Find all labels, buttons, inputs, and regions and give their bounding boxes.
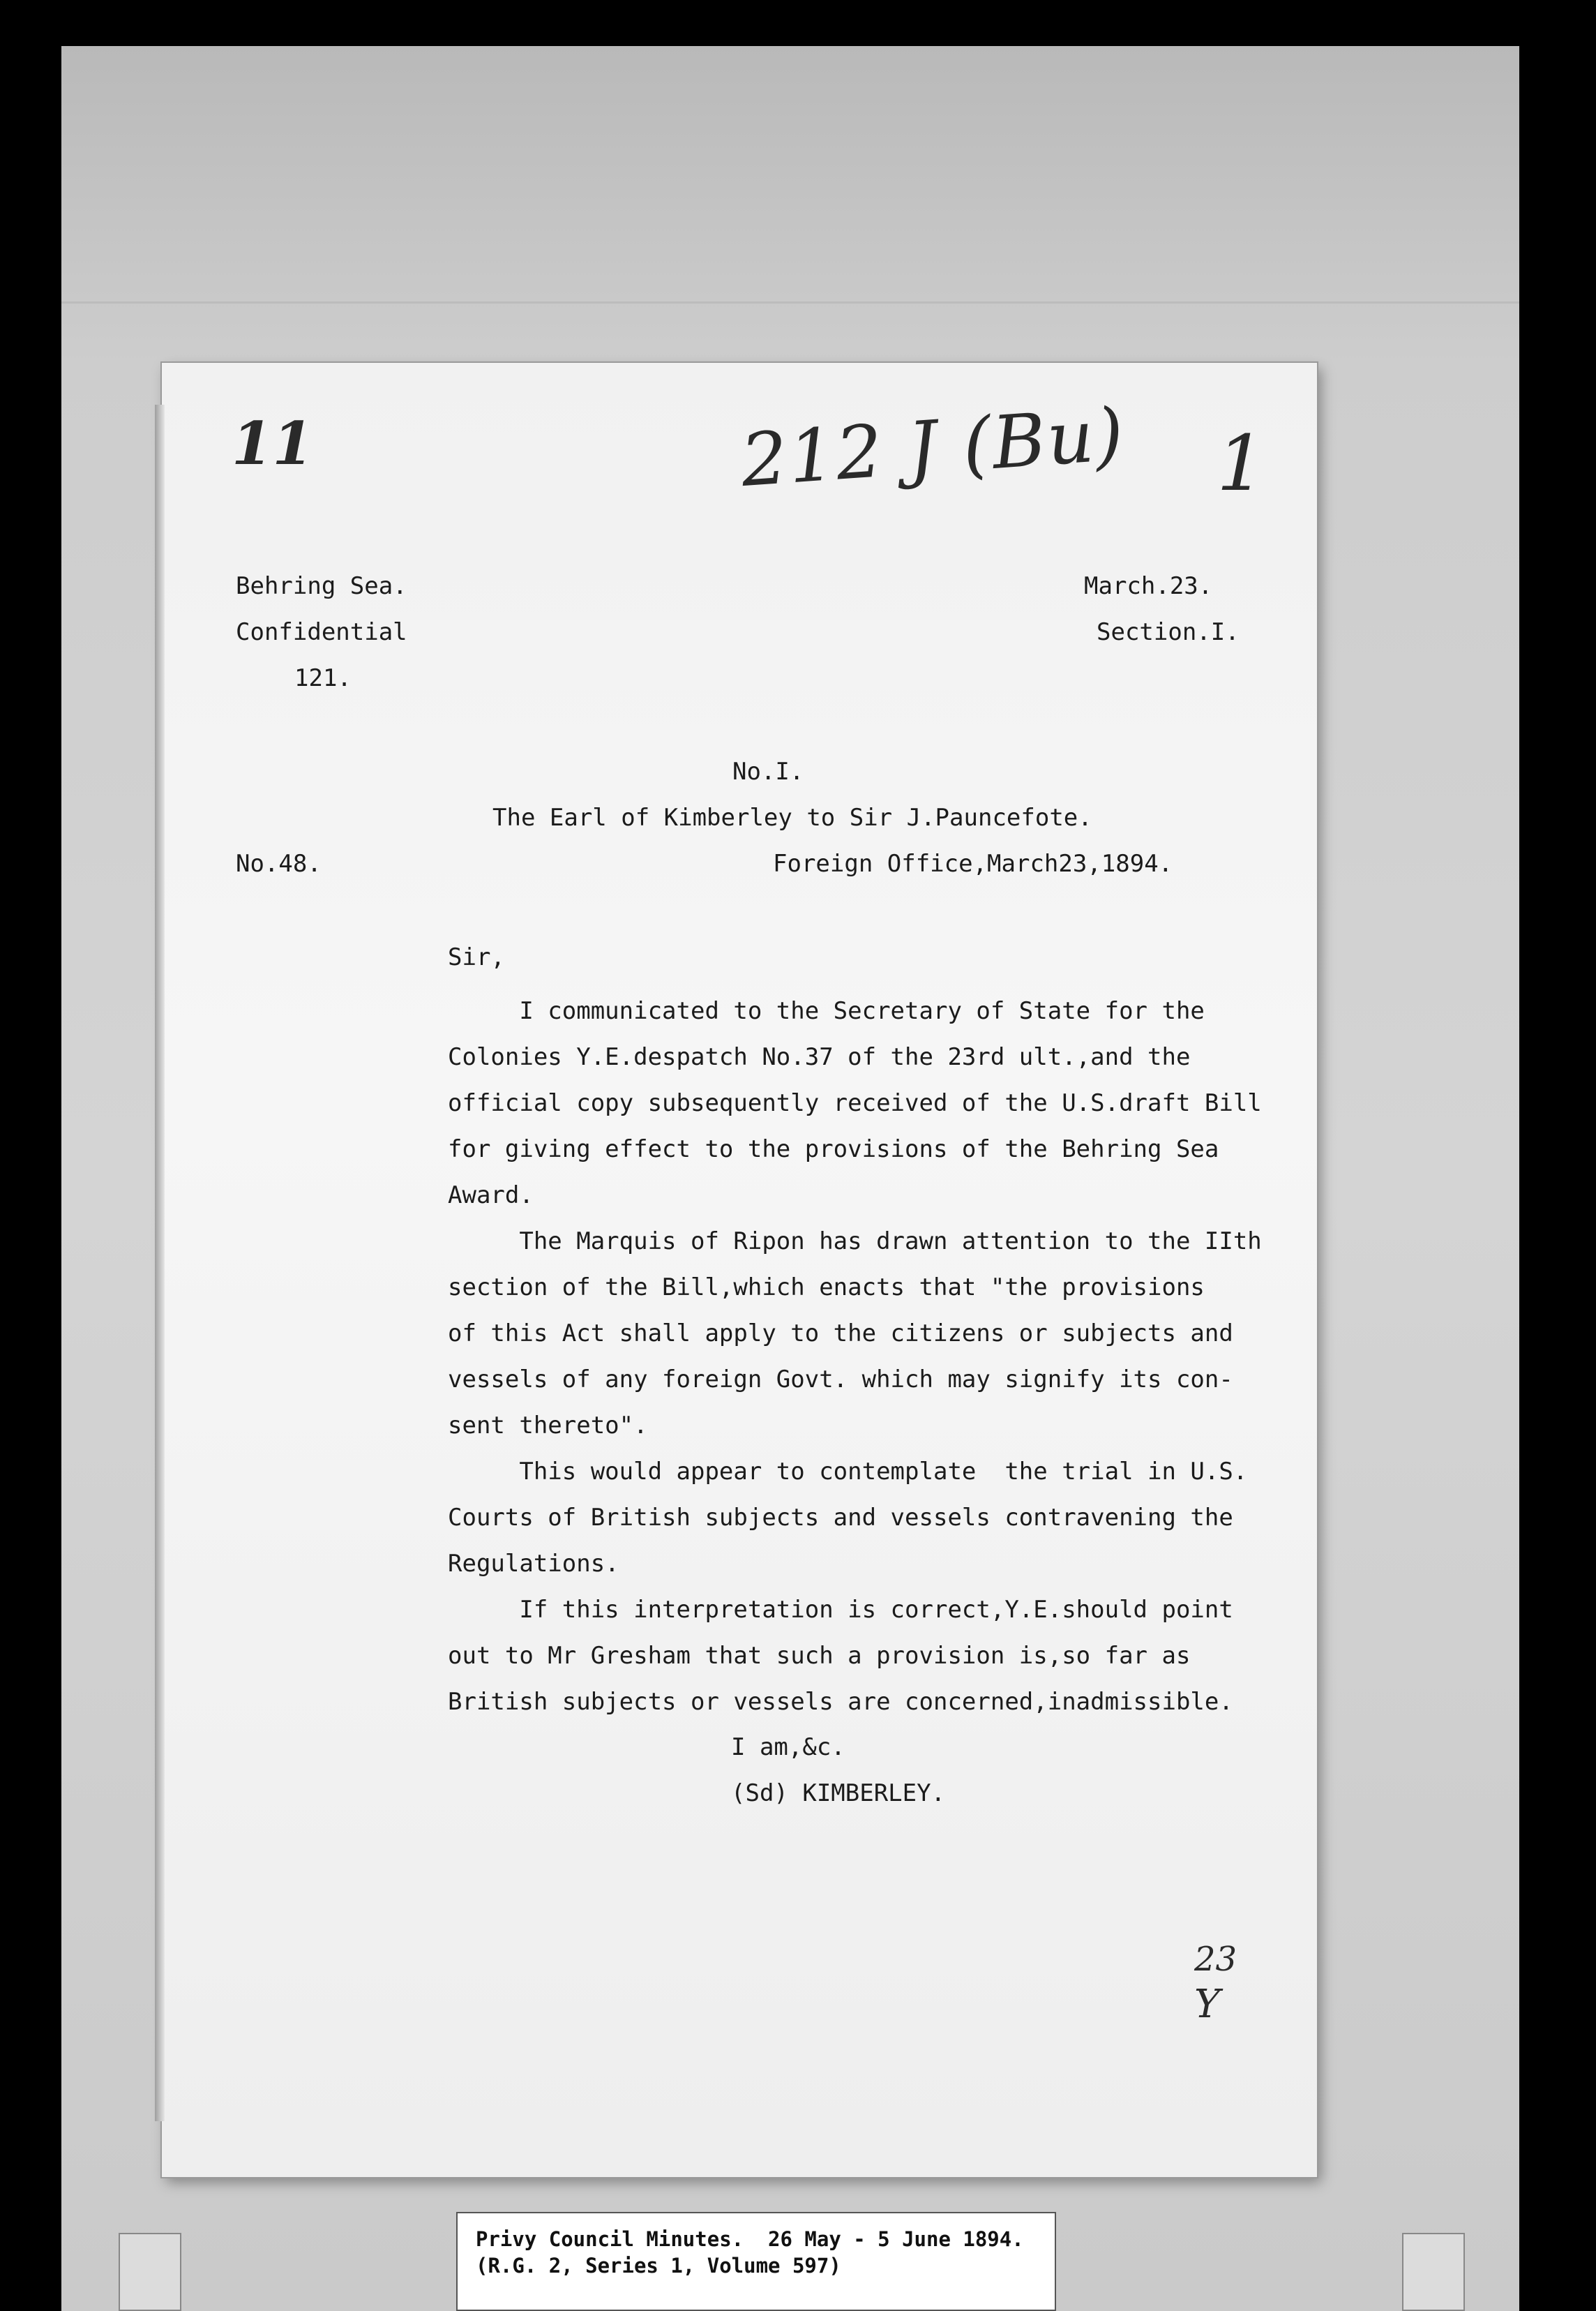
header-left-line-2: Confidential xyxy=(236,618,407,646)
body-line: This would appear to contemplate the trial in U.S. xyxy=(448,1458,1248,1486)
body-line: I communicated to the Secretary of State for the xyxy=(448,997,1205,1025)
handwritten-page-number: 1 xyxy=(1217,419,1265,508)
archive-tab-left xyxy=(119,2233,181,2311)
body-line: The Marquis of Ripon has drawn attention to the IIth xyxy=(448,1227,1262,1255)
body-line: British subjects or vessels are concerned,inadmissible. xyxy=(448,1688,1233,1716)
header-date: March.23. xyxy=(1084,572,1213,600)
handwritten-bottom-mark-2: Y xyxy=(1194,1982,1220,2027)
header-left-line-3: 121. xyxy=(294,664,352,692)
handwritten-reference-number: 212 J (Bu) xyxy=(738,391,1128,504)
place-and-date: Foreign Office,March23,1894. xyxy=(773,850,1173,878)
document-page xyxy=(162,363,1317,2177)
body-line: Regulations. xyxy=(448,1550,619,1578)
document-subtitle: The Earl of Kimberley to Sir J.Pauncefote. xyxy=(492,804,1092,832)
archive-caption xyxy=(456,2212,1056,2311)
body-line: sent thereto". xyxy=(448,1412,648,1439)
body-line: Courts of British subjects and vessels contravening the xyxy=(448,1504,1233,1532)
body-line: Colonies Y.E.despatch No.37 of the 23rd ult.,and the xyxy=(448,1043,1191,1071)
handwritten-corner-mark: 11 xyxy=(232,409,313,478)
header-left-line-1: Behring Sea. xyxy=(236,572,407,600)
salutation: Sir, xyxy=(448,943,505,971)
document-number: No.I. xyxy=(732,758,804,786)
closing: I am,&c. xyxy=(731,1733,845,1761)
body-line: Award. xyxy=(448,1181,534,1209)
handwritten-bottom-mark: 23 xyxy=(1194,1940,1237,1979)
body-line: If this interpretation is correct,Y.E.should point xyxy=(448,1596,1233,1624)
body-line: official copy subsequently received of the U.S.draft Bill xyxy=(448,1089,1262,1117)
body-line: out to Mr Gresham that such a provision is,so far as xyxy=(448,1642,1191,1670)
despatch-number: No.48. xyxy=(236,850,322,878)
paper-edge xyxy=(155,405,165,2121)
body-line: of this Act shall apply to the citizens or subjects and xyxy=(448,1319,1233,1347)
body-line: for giving effect to the provisions of the Behring Sea xyxy=(448,1135,1219,1163)
header-section: Section.I. xyxy=(1097,618,1240,646)
body-line: vessels of any foreign Govt. which may signify its con- xyxy=(448,1366,1233,1393)
caption-line-2: (R.G. 2, Series 1, Volume 597) xyxy=(476,2254,841,2278)
letter-body xyxy=(448,988,1285,1725)
signature: (Sd) KIMBERLEY. xyxy=(731,1779,946,1807)
archive-tab-right xyxy=(1402,2233,1465,2311)
frame-divider xyxy=(61,301,1519,304)
caption-line-1: Privy Council Minutes. 26 May - 5 June 1894. xyxy=(476,2227,1024,2251)
body-line: section of the Bill,which enacts that "the provisions xyxy=(448,1273,1205,1301)
